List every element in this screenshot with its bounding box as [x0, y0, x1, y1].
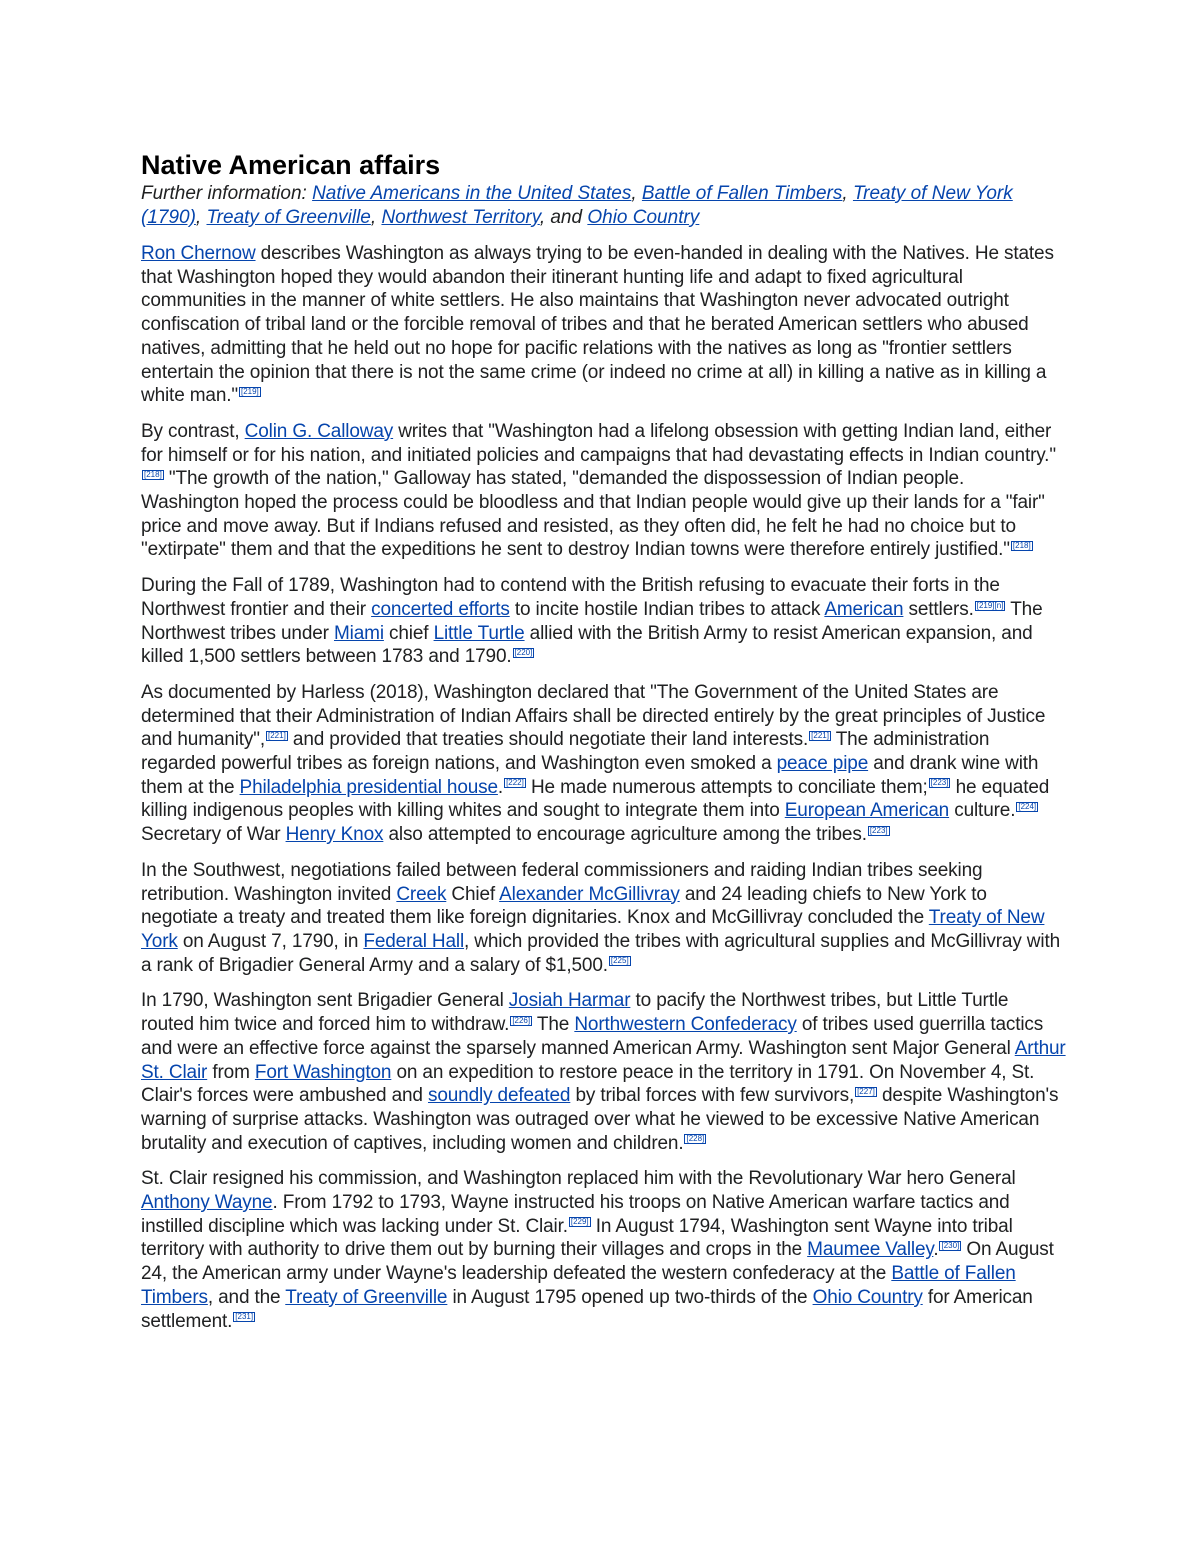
paragraph-text: from — [207, 1061, 255, 1083]
paragraph-text: and provided that treaties should negotiate their land interests. — [287, 729, 809, 751]
wiki-link[interactable]: Treaty of New York — [141, 907, 1045, 952]
paragraph-text: Secretary of War — [141, 824, 286, 846]
paragraph-text: During the Fall of 1789, Washington had to contend with the British refusing to evacuate their forts in the Northwest frontier and their — [141, 575, 1000, 620]
wiki-link[interactable]: Fort Washington — [254, 1061, 392, 1083]
hatnote-prefix: Further information: — [141, 183, 313, 204]
paragraph-text: despite Washington's warning of surprise attacks. Washington was outraged over what he viewed to be excessive Native American brutality and execution of captives, including women and children. — [141, 1085, 1059, 1154]
paragraph-text: on August 7, 1790, in — [177, 930, 364, 952]
paragraph-text: culture. — [949, 800, 1016, 822]
citation-ref[interactable]: [231] — [235, 1312, 254, 1322]
paragraph-text: on an expedition to restore peace in the territory in 1791. On November 4, St. Clair's forces were ambushed and — [141, 1061, 1035, 1107]
further-information-hatnote — [141, 182, 1066, 230]
paragraph-text: to pacify the Northwest tribes, but Little Turtle routed him twice and forced him to withdraw. — [141, 990, 1009, 1036]
paragraph-text: , and the — [207, 1286, 286, 1308]
citation-ref[interactable]: [219][n] — [976, 600, 1004, 610]
paragraph-text: describes Washington as always trying to be even-handed in dealing with the Natives. He states that Washington hoped they would abandon their itinerant hunting life and adapt to fixed agricultural communities in the manner of white settlers. He also maintains that Washington never advocated outright confiscation of tribal land or the forcible removal of tribes and that he berated American settlers who abused natives, admitting that he held out no hope for pacific relations with the natives as long as "frontier settlers entertain the opinion that there is not the same crime (or indeed no crime at all) in killing a native as in killing a white man." — [141, 243, 1054, 407]
hatnote-separator: , — [631, 183, 642, 204]
body-paragraph — [141, 681, 1066, 847]
wiki-link[interactable]: soundly defeated — [427, 1085, 571, 1107]
paragraph-text: he equated killing indigenous peoples with killing whites and sought to integrate them into — [141, 776, 1050, 822]
body-paragraph — [141, 574, 1066, 669]
wiki-link[interactable]: Anthony Wayne — [141, 1192, 273, 1214]
citation-ref[interactable]: [228] — [686, 1134, 705, 1144]
wiki-link[interactable]: Colin G. Calloway — [244, 420, 394, 442]
article-section — [141, 148, 1066, 1345]
wiki-link[interactable]: Arthur St. Clair — [141, 1037, 1066, 1083]
wiki-link[interactable]: Northwestern Confederacy — [574, 1014, 797, 1036]
citation-ref[interactable]: [219] — [240, 386, 259, 396]
body-paragraph — [141, 859, 1066, 978]
hatnote-separator: , — [195, 207, 207, 228]
hatnote-separator: , — [842, 183, 853, 204]
wiki-link[interactable]: Federal Hall — [363, 930, 465, 952]
paragraph-text: Chief — [446, 883, 500, 905]
body-paragraph — [141, 989, 1066, 1155]
paragraph-text: allied with the British Army to resist American expansion, and killed 1,500 settlers between 1783 and 1790. — [141, 622, 1033, 668]
wiki-link[interactable]: Creek — [396, 883, 447, 905]
wiki-link[interactable]: Philadelphia presidential house — [239, 776, 498, 798]
paragraph-text: St. Clair resigned his commission, and Washington replaced him with the Revolutionary War hero General — [141, 1168, 1016, 1190]
paragraph-text: The — [532, 1014, 575, 1036]
paragraph-text: As documented by Harless (2018), Washington declared that "The Government of the United States are determined that their Administration of Indian Affairs shall be directed entirely by the great principles of Justice and humanity", — [141, 681, 1046, 751]
paragraph-text: By contrast, — [141, 420, 245, 442]
hatnote-link[interactable]: Battle of Fallen Timbers — [641, 183, 843, 204]
paragraph-text: chief — [383, 622, 434, 644]
wiki-link[interactable]: Alexander McGillivray — [499, 883, 680, 905]
hatnote-link[interactable]: Native Americans in the United States — [312, 183, 632, 204]
paragraph-text: for American settlement. — [141, 1286, 1033, 1332]
wiki-link[interactable]: concerted efforts — [371, 598, 510, 620]
body-paragraph — [141, 1167, 1066, 1333]
citation-ref[interactable]: [223] — [869, 825, 888, 835]
citation-ref[interactable]: [222] — [506, 778, 524, 788]
body-paragraph — [141, 420, 1066, 562]
wiki-link[interactable]: Maumee Valley — [807, 1239, 934, 1261]
hatnote-link[interactable]: Northwest Territory — [381, 207, 540, 228]
citation-ref[interactable]: [224] — [1018, 802, 1037, 812]
paragraph-text: "The growth of the nation," Galloway has stated, "demanded the dispossession of Indian people. Washington hoped the process could be bloodless and that Indian people would give up their lands for a "fair" price and move away. But if Indians refused and resisted, as they often did, he felt he had no choice but to "extirpate" them and that the expeditions he sent to destroy Indian towns were therefore entirely justified." — [141, 468, 1045, 561]
body-paragraph — [141, 242, 1066, 408]
wiki-link[interactable]: Battle of Fallen Timbers — [141, 1263, 1016, 1308]
paragraph-text: to incite hostile Indian tribes to attack — [509, 598, 825, 620]
citation-ref[interactable]: [227] — [857, 1086, 875, 1096]
paragraph-text: by tribal forces with few survivors, — [570, 1085, 855, 1107]
paragraph-text: . — [497, 776, 504, 798]
hatnote-link[interactable]: Treaty of Greenville — [206, 207, 371, 228]
hatnote-separator: , and — [539, 207, 588, 228]
article-body — [141, 242, 1066, 1333]
hatnote-separator: , — [370, 207, 382, 228]
section-heading: Native American affairs — [141, 150, 441, 180]
citation-ref[interactable]: [229] — [570, 1217, 589, 1227]
citation-ref[interactable]: [221] — [811, 731, 829, 741]
wiki-link[interactable]: Josiah Harmar — [508, 990, 631, 1012]
hatnote-link[interactable]: Ohio Country — [587, 207, 700, 228]
paragraph-text: of tribes used guerrilla tactics and were an effective force against the sparsely manned American Army. Washington sent Major General — [141, 1014, 1044, 1059]
paragraph-text: writes that "Washington had a lifelong obsession with getting Indian land, either for himself or for his nation, and initiated policies and campaigns that had devastating effects in Indian country." — [141, 420, 1056, 466]
citation-ref[interactable]: [218] — [144, 470, 162, 479]
wiki-link[interactable]: American — [824, 598, 904, 620]
paragraph-text: The administration regarded powerful tribes as foreign nations, and Washington even smoked a — [141, 729, 990, 775]
paragraph-text: . From 1792 to 1793, Wayne instructed his troops on Native American warfare tactics and instilled discipline which was lacking under St. Clair. — [141, 1192, 1010, 1237]
paragraph-text: In the Southwest, negotiations failed between federal commissioners and raiding Indian tribes seeking retribution. Washington invited — [141, 859, 983, 905]
wiki-link[interactable]: Treaty of Greenville — [285, 1286, 448, 1308]
paragraph-text: settlers. — [903, 598, 974, 620]
citation-ref[interactable]: [230] — [941, 1241, 960, 1251]
paragraph-text: In August 1794, Washington sent Wayne into tribal territory with authority to drive them out by burning their villages and crops in the — [141, 1215, 1013, 1261]
citation-ref[interactable]: [218] — [1012, 541, 1031, 551]
paragraph-text: , which provided the tribes with agricultural supplies and McGillivray with a rank of Brigadier General Army and a salary of $1,500. — [141, 930, 1060, 976]
paragraph-text: On August 24, the American army under Wayne's leadership defeated the western confederacy at the — [141, 1239, 1054, 1285]
wiki-link[interactable]: peace pipe — [776, 753, 869, 775]
paragraph-text: He made numerous attempts to conciliate them; — [525, 776, 928, 798]
paragraph-text: in August 1795 opened up two-thirds of the — [447, 1286, 813, 1308]
wiki-link[interactable]: Ohio Country — [812, 1286, 923, 1308]
wiki-link[interactable]: European American — [784, 800, 950, 822]
wiki-link[interactable]: Little Turtle — [433, 622, 525, 644]
citation-ref[interactable]: [225] — [610, 956, 629, 966]
wiki-link[interactable]: Miami — [333, 622, 384, 644]
paragraph-text: In 1790, Washington sent Brigadier General — [141, 990, 509, 1012]
paragraph-text: and drank wine with them at the — [141, 753, 1039, 798]
paragraph-text: and 24 leading chiefs to New York to negotiate a treaty and treated them like foreign dignitaries. Knox and McGillivray concluded the — [141, 883, 987, 929]
paragraph-text: also attempted to encourage agriculture among the tribes. — [383, 824, 867, 846]
citation-ref[interactable]: [221] — [268, 731, 286, 741]
hatnote-link[interactable]: Treaty of New York (1790) — [141, 183, 1013, 228]
wiki-link[interactable]: Ron Chernow — [141, 243, 256, 264]
paragraph-text: . — [933, 1239, 939, 1261]
paragraph-text: The Northwest tribes under — [141, 598, 1043, 644]
citation-ref[interactable]: [220] — [514, 647, 533, 657]
citation-ref[interactable]: [223] — [930, 778, 949, 788]
wiki-link[interactable]: Henry Knox — [285, 824, 384, 846]
citation-ref[interactable]: [226] — [512, 1015, 531, 1025]
